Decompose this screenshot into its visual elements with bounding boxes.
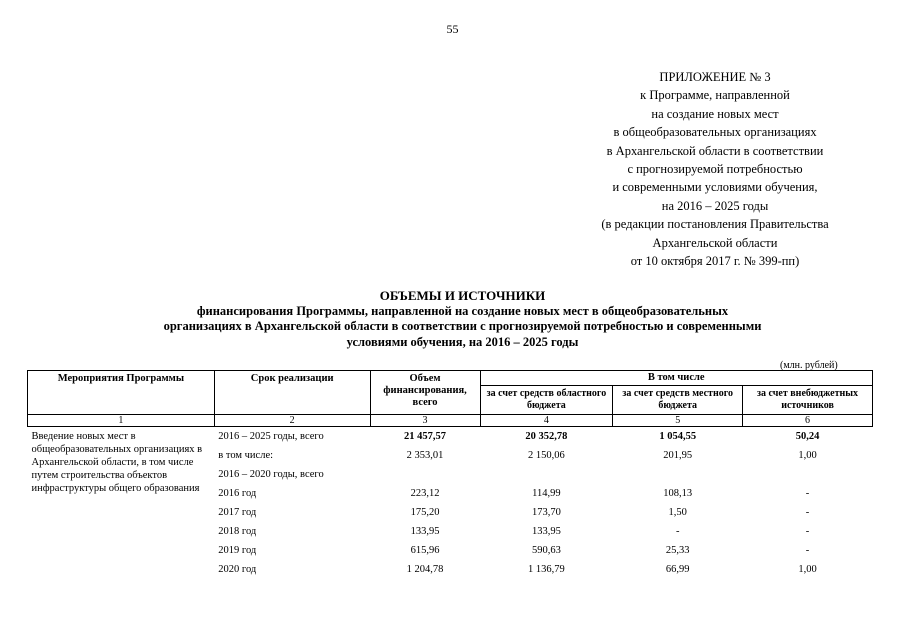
extra-cell: - — [805, 544, 810, 556]
term-cell: 2016 – 2025 годы, всего — [218, 430, 324, 442]
term-cell: 2018 год — [218, 525, 257, 537]
header-activity: Мероприятия Программы — [28, 371, 215, 415]
term-cell: 2020 год — [218, 563, 257, 575]
appendix-line: Архангельской области — [652, 235, 778, 250]
local-cell: 66,99 — [665, 563, 690, 575]
total-cell: 2 353,01 — [406, 449, 444, 461]
local-cell: 25,33 — [665, 544, 690, 556]
header-including: В том числе — [480, 371, 873, 386]
main-title: ОБЪЕМЫ И ИСТОЧНИКИ — [379, 288, 546, 303]
column-number: 1 — [28, 415, 215, 427]
local-cell: 1 054,55 — [659, 430, 697, 442]
term-cell: 2016 – 2020 годы, всего — [218, 468, 324, 480]
appendix-line: ПРИЛОЖЕНИЕ № 3 — [659, 70, 771, 84]
term-cell: 2017 год — [218, 506, 257, 518]
term-cell: 2016 год — [218, 487, 257, 499]
local-cell: 1,50 — [668, 506, 687, 518]
regional-cell: 114,99 — [532, 487, 561, 499]
local-cell: - — [675, 525, 680, 537]
units-label: (млн. рублей) — [780, 360, 838, 371]
header-extra: за счет внебюджетных источников — [743, 386, 873, 415]
regional-cell: 173,70 — [531, 506, 561, 518]
appendix-line: и современными условиями обучения, — [612, 180, 818, 195]
extra-cell — [743, 465, 873, 484]
total-cell — [370, 465, 480, 484]
header-local: за счет средств местного бюджета — [613, 386, 743, 415]
term-cell: 2019 год — [218, 544, 257, 556]
column-number: 6 — [743, 415, 873, 427]
total-cell: 21 457,57 — [404, 430, 447, 442]
total-cell: 615,96 — [410, 544, 440, 556]
regional-cell: 133,95 — [531, 525, 561, 537]
term-cell: в том числе: — [218, 449, 274, 461]
extra-cell: 50,24 — [795, 430, 820, 442]
regional-cell: 590,63 — [531, 544, 561, 556]
local-cell: 108,13 — [663, 487, 693, 499]
table-row — [28, 427, 873, 447]
header-total: Объем финансирования, всего — [370, 371, 480, 415]
document-title — [60, 288, 865, 350]
extra-cell: - — [805, 487, 810, 499]
total-cell: 175,20 — [410, 506, 440, 518]
extra-cell: 1,00 — [798, 563, 817, 575]
column-number: 5 — [613, 415, 743, 427]
local-cell — [613, 465, 743, 484]
extra-cell: - — [805, 506, 810, 518]
column-number: 4 — [480, 415, 613, 427]
appendix-line: (в редакции постановления Правительства — [601, 217, 829, 232]
appendix-line: к Программе, направленной — [640, 88, 790, 103]
extra-cell: - — [805, 525, 810, 537]
subtitle-line: финансирования Программы, направленной на создание новых мест в общеобразовательных — [196, 303, 729, 318]
total-cell: 133,95 — [410, 525, 440, 537]
financing-table — [27, 370, 873, 579]
appendix-line: на создание новых мест — [651, 106, 779, 121]
local-cell: 201,95 — [663, 449, 693, 461]
total-cell: 223,12 — [410, 487, 440, 499]
header-term: Срок реализации — [214, 371, 370, 415]
appendix-line: с прогнозируемой потребностью — [627, 162, 803, 177]
subtitle-line: условиями обучения, на 2016 – 2025 годы — [346, 334, 579, 349]
regional-cell: 1 136,79 — [528, 563, 565, 575]
subtitle-line: организациях в Архангельской области в соответствии с прогнозируемой потребностью и современными — [163, 319, 762, 333]
appendix-line: от 10 октября 2017 г. № 399-пп) — [630, 254, 800, 269]
column-number: 2 — [214, 415, 370, 427]
activity-name: Введение новых мест в общеобразовательных организациях в Архангельской области, в том числе путем строительства объектов инфраструктуры общего образования — [31, 431, 203, 494]
header-regional: за счет средств областного бюджета — [480, 386, 613, 415]
appendix-line: на 2016 – 2025 годы — [661, 198, 769, 213]
appendix-line: в общеобразовательных организациях — [613, 125, 817, 140]
page-number: 55 — [446, 22, 459, 36]
extra-cell: 1,00 — [798, 449, 817, 461]
regional-cell — [480, 465, 613, 484]
appendix-header — [560, 68, 870, 270]
column-number: 3 — [370, 415, 480, 427]
total-cell: 1 204,78 — [406, 563, 444, 575]
regional-cell: 20 352,78 — [525, 430, 568, 442]
appendix-line: в Архангельской области в соответствии — [606, 143, 824, 158]
regional-cell: 2 150,06 — [528, 449, 565, 461]
